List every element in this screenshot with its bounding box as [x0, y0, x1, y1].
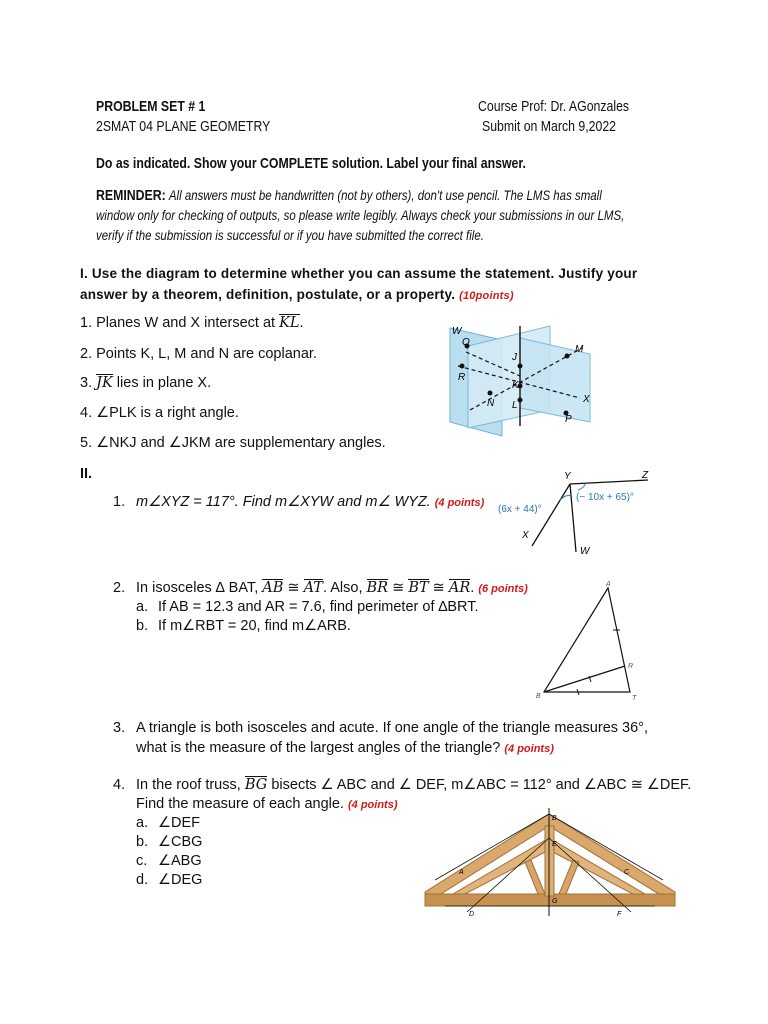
label-j: J — [512, 352, 517, 363]
reminder-line-1: REMINDER: All answers must be handwritten (not by others), don't use pencil. The LMS has small — [96, 187, 602, 204]
reminder-label: REMINDER: — [96, 187, 166, 204]
q2-a-label: a. — [136, 599, 149, 615]
q3-points: (4 points) — [504, 743, 554, 755]
point-n — [488, 391, 493, 396]
submit-date: Submit on March 9,2022 — [482, 118, 617, 135]
q4-option-b-label: b. — [136, 834, 149, 850]
label-q: Q — [462, 337, 470, 348]
part1-item-2: 2. Points K, L, M and N are coplanar. — [80, 346, 317, 362]
left-angle-expression: (6x + 44)° — [498, 504, 542, 515]
reminder-line-3: verify if the submission is successful or if you have submitted the correct file. — [96, 227, 484, 243]
segment-ar: AR — [448, 580, 471, 596]
label-e: E — [552, 841, 557, 848]
part1-points: (10points) — [459, 290, 514, 302]
label-l: L — [512, 400, 518, 411]
ray-yz — [570, 480, 648, 484]
q3-number: 3. — [113, 720, 126, 736]
label-c: C — [624, 869, 630, 876]
q4-number: 4. — [113, 777, 126, 793]
intersecting-planes-diagram — [440, 318, 610, 436]
label-w: W — [452, 326, 462, 337]
truss-web-right — [559, 860, 579, 894]
label-b: B — [552, 815, 557, 822]
label-t: T — [632, 695, 637, 702]
point-r — [460, 364, 465, 369]
part1-heading-2: answer by a theorem, definition, postulate, or a property. (10points) — [80, 287, 514, 302]
label-f: F — [617, 911, 622, 918]
part1-item-4: 4. ∠PLK is a right angle. — [80, 405, 239, 421]
q4-option-a-text: ∠DEF — [158, 815, 200, 831]
q2-a-text: If AB = 12.3 and AR = 7.6, find perimeter of ∆BRT. — [158, 599, 479, 615]
q2-number: 2. — [113, 580, 126, 596]
point-m — [565, 354, 570, 359]
q4-option-c-label: c. — [136, 853, 148, 869]
instructions: Do as indicated. Show your COMPLETE solution. Label your final answer. — [96, 155, 526, 172]
q4-option-b-text: ∠CBG — [158, 834, 203, 850]
q1-number: 1. — [113, 494, 126, 510]
course-prof: Course Prof: Dr. AGonzales — [478, 98, 630, 115]
ray-bg-symbol: BG — [244, 777, 268, 793]
right-angle-expression: (− 10x + 65)° — [576, 492, 634, 503]
segment-at: AT — [303, 580, 323, 596]
segment-bt: BT — [408, 580, 429, 596]
label-n: N — [487, 398, 495, 409]
segment-br-line — [544, 666, 625, 692]
part1-item-3: 3. JK lies in plane X. — [80, 375, 212, 391]
q1-points: (4 points) — [434, 497, 485, 509]
segment-br: BR — [366, 580, 389, 596]
reminder-line-2: window only for checking of outputs, so please write legibly. Always check your submissions in our LMS, — [96, 207, 625, 223]
angle-xyz-diagram — [498, 470, 668, 560]
course-code: 2SMAT 04 PLANE GEOMETRY — [96, 118, 271, 135]
label-g: G — [552, 898, 558, 905]
label-p: P — [565, 414, 572, 425]
truss-web-left — [525, 860, 545, 894]
q1-text: m∠XYZ = 117°. Find m∠XYW and m∠ WYZ. (4 points) — [136, 494, 485, 510]
part1-item-5: 5. ∠NKJ and ∠JKM are supplementary angles. — [80, 435, 386, 451]
segment-ab: AB — [262, 580, 284, 596]
label-w: W — [580, 546, 590, 557]
line-kl-symbol: KL — [279, 315, 300, 331]
q2-b-text: If m∠RBT = 20, find m∠ARB. — [158, 618, 351, 634]
q2-b-label: b. — [136, 618, 149, 634]
label-r: R — [458, 372, 466, 383]
label-y: Y — [564, 471, 571, 482]
ray-yx — [532, 484, 570, 546]
label-z: Z — [642, 470, 649, 481]
label-x: X — [522, 530, 529, 541]
problem-set-title: PROBLEM SET # 1 — [96, 98, 206, 115]
label-r: R — [628, 663, 634, 670]
q4-line-2: Find the measure of each angle. (4 points) — [136, 796, 398, 812]
q2-points: (6 points) — [478, 583, 528, 595]
label-k: K — [512, 380, 519, 391]
point-l — [518, 398, 523, 403]
part1-heading-1: I. Use the diagram to determine whether you can assume the statement. Justify your — [80, 266, 638, 281]
q4-option-c-text: ∠ABG — [158, 853, 202, 869]
ray-jk-symbol: JK — [96, 375, 113, 391]
label-d: D — [469, 911, 475, 918]
q4-option-a-label: a. — [136, 815, 149, 831]
ray-bc — [549, 814, 663, 880]
roof-truss-diagram — [425, 808, 675, 918]
part1-item-1: 1. Planes W and X intersect at KL. — [80, 315, 304, 331]
q4-points: (4 points) — [348, 799, 398, 811]
point-j — [518, 364, 523, 369]
label-a: A — [606, 581, 611, 588]
label-m: M — [575, 344, 584, 355]
triangle-bat-diagram — [534, 578, 644, 702]
q2-text: In isosceles ∆ BAT, AB ≅ AT. Also, BR ≅ BT ≅ AR. (6 points) — [136, 580, 528, 596]
q4-option-d-label: d. — [136, 872, 149, 888]
triangle-bat — [544, 588, 630, 692]
q3-line-2: what is the measure of the largest angles of the triangle? (4 points) — [136, 740, 554, 756]
label-x: X — [583, 394, 590, 405]
part2-heading: II. — [80, 466, 93, 482]
q4-option-d-text: ∠DEG — [158, 872, 203, 888]
q3-line-1: A triangle is both isosceles and acute. If one angle of the triangle measures 36°, — [136, 720, 649, 736]
label-b: B — [536, 693, 541, 700]
label-a: A — [459, 869, 464, 876]
q4-line-1: In the roof truss, BG bisects ∠ ABC and ∠ DEF, m∠ABC = 112° and ∠ABC ≅ ∠DEF. — [136, 777, 692, 793]
